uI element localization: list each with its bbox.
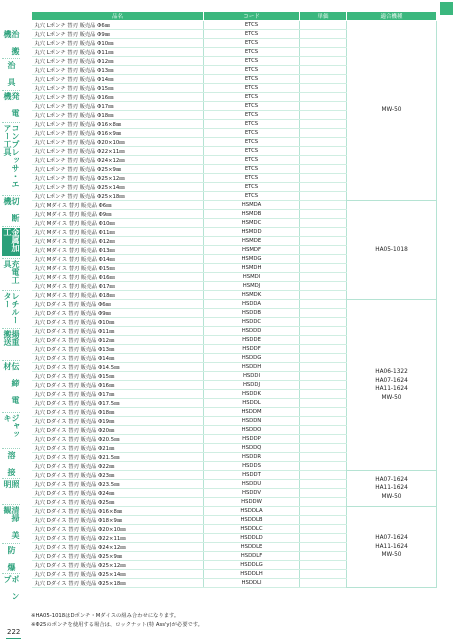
price-cell xyxy=(300,363,347,372)
product-name-cell: 丸穴 Dダイス 替刃 販売品 Φ16×8㎜ xyxy=(32,507,204,516)
code-cell: HSMDI xyxy=(204,273,300,282)
category-sidebar xyxy=(0,0,22,644)
sidebar-item-4[interactable]: 切 断 機 xyxy=(3,197,20,222)
compatible-model-cell: HA06-1322 HA07-1624 HA11-1624 MW-50 xyxy=(347,300,437,471)
price-cell xyxy=(300,39,347,48)
code-cell: HSDDF xyxy=(204,345,300,354)
product-name-cell: 丸穴 Mダイス 替刃 販売品 Φ16㎜ xyxy=(32,273,204,282)
table-row xyxy=(32,21,437,30)
code-cell: HSDDLC xyxy=(204,525,300,534)
product-name-cell: 丸穴 Dダイス 替刃 販売品 Φ12㎜ xyxy=(32,336,204,345)
sidebar-divider xyxy=(2,573,20,574)
code-cell: HSMDD xyxy=(204,228,300,237)
product-name-cell: 丸穴 Mダイス 替刃 販売品 Φ9㎜ xyxy=(32,210,204,219)
price-cell xyxy=(300,390,347,399)
price-cell xyxy=(300,147,347,156)
price-cell xyxy=(300,327,347,336)
footnotes xyxy=(31,612,203,630)
code-cell: HSMDC xyxy=(204,219,300,228)
product-name-cell: 丸穴 Lポンチ 替刃 販売品 Φ17㎜ xyxy=(32,102,204,111)
price-cell xyxy=(300,516,347,525)
product-name-cell: 丸穴 Mダイス 替刃 販売品 Φ12㎜ xyxy=(32,237,204,246)
price-cell xyxy=(300,156,347,165)
price-cell xyxy=(300,561,347,570)
product-name-cell: 丸穴 Dダイス 替刃 販売品 Φ18㎜ xyxy=(32,408,204,417)
code-cell: HSDDN xyxy=(204,417,300,426)
code-cell: HSMDE xyxy=(204,237,300,246)
price-cell xyxy=(300,498,347,507)
product-name-cell: 丸穴 Dダイス 替刃 販売品 Φ22×11㎜ xyxy=(32,534,204,543)
code-cell: HSDDT xyxy=(204,471,300,480)
price-cell xyxy=(300,111,347,120)
code-cell: HSMDB xyxy=(204,210,300,219)
product-name-cell: 丸穴 Lポンチ 替刃 販売品 Φ25×18㎜ xyxy=(32,192,204,201)
product-name-cell: 丸穴 Dダイス 替刃 販売品 Φ21㎜ xyxy=(32,444,204,453)
price-cell xyxy=(300,21,347,30)
price-cell xyxy=(300,399,347,408)
product-name-cell: 丸穴 Dダイス 替刃 販売品 Φ20㎜ xyxy=(32,426,204,435)
product-name-cell: 丸穴 Dダイス 替刃 販売品 Φ9㎜ xyxy=(32,309,204,318)
product-name-cell: 丸穴 Mダイス 替刃 販売品 Φ6㎜ xyxy=(32,201,204,210)
price-cell xyxy=(300,489,347,498)
sidebar-divider xyxy=(2,258,20,259)
sidebar-item-14[interactable]: 防 爆 xyxy=(7,545,16,571)
code-cell: ETCS xyxy=(204,165,300,174)
code-cell: ETCS xyxy=(204,156,300,165)
header-code: コード xyxy=(204,12,300,21)
price-cell xyxy=(300,219,347,228)
corner-marker xyxy=(440,2,453,15)
product-name-cell: 丸穴 Dダイス 替刃 販売品 Φ25×9㎜ xyxy=(32,552,204,561)
code-cell: HSDDS xyxy=(204,462,300,471)
code-cell: HSDDP xyxy=(204,435,300,444)
price-cell xyxy=(300,84,347,93)
compatible-model-cell: HA05-1018 xyxy=(347,201,437,300)
product-name-cell: 丸穴 Dダイス 替刃 販売品 Φ18×9㎜ xyxy=(32,516,204,525)
price-cell xyxy=(300,57,347,66)
price-cell xyxy=(300,471,347,480)
code-cell: HSDDV xyxy=(204,489,300,498)
price-cell xyxy=(300,93,347,102)
sidebar-divider xyxy=(2,504,20,505)
product-name-cell: 丸穴 Lポンチ 替刃 販売品 Φ25×9㎜ xyxy=(32,165,204,174)
code-cell: ETCS xyxy=(204,192,300,201)
code-cell: HSDDC xyxy=(204,318,300,327)
product-name-cell: 丸穴 Dダイス 替刃 販売品 Φ16㎜ xyxy=(32,381,204,390)
price-cell xyxy=(300,444,347,453)
product-name-cell: 丸穴 Lポンチ 替刃 販売品 Φ25×12㎜ xyxy=(32,174,204,183)
footnote-2: ※Φ25のポンチを使用する場合は、ロックナット(特 Ass'y)が必要です。 xyxy=(31,622,203,628)
code-cell: ETCS xyxy=(204,120,300,129)
sidebar-divider xyxy=(2,448,20,449)
price-cell xyxy=(300,309,347,318)
product-name-cell: 丸穴 Dダイス 替刃 販売品 Φ17㎜ xyxy=(32,390,204,399)
sidebar-item-0[interactable]: 治 搬機 xyxy=(3,30,20,55)
product-name-cell: 丸穴 Lポンチ 替刃 販売品 Φ16×9㎜ xyxy=(32,129,204,138)
price-cell xyxy=(300,183,347,192)
code-cell: HSMDK xyxy=(204,291,300,300)
code-cell: ETCS xyxy=(204,111,300,120)
product-name-cell: 丸穴 Dダイス 替刃 販売品 Φ22㎜ xyxy=(32,462,204,471)
product-name-cell: 丸穴 Mダイス 替刃 販売品 Φ15㎜ xyxy=(32,264,204,273)
product-name-cell: 丸穴 Dダイス 替刃 販売品 Φ25×14㎜ xyxy=(32,570,204,579)
price-cell xyxy=(300,282,347,291)
sidebar-divider xyxy=(2,58,20,59)
code-cell: HSDDA xyxy=(204,300,300,309)
product-name-cell: 丸穴 Mダイス 替刃 販売品 Φ14㎜ xyxy=(32,255,204,264)
price-cell xyxy=(300,75,347,84)
code-cell: HSDDH xyxy=(204,363,300,372)
price-cell xyxy=(300,300,347,309)
code-cell: HSDDO xyxy=(204,426,300,435)
table-row xyxy=(32,201,437,210)
price-cell xyxy=(300,381,347,390)
code-cell: ETCS xyxy=(204,93,300,102)
price-cell xyxy=(300,138,347,147)
header-price: 単価 xyxy=(300,12,347,21)
price-cell xyxy=(300,102,347,111)
code-cell: ETCS xyxy=(204,183,300,192)
table-row xyxy=(32,471,437,480)
code-cell: ETCS xyxy=(204,138,300,147)
product-name-cell: 丸穴 Mダイス 替刃 販売品 Φ17㎜ xyxy=(32,282,204,291)
product-name-cell: 丸穴 Dダイス 替刃 販売品 Φ21.5㎜ xyxy=(32,453,204,462)
sidebar-divider xyxy=(2,543,20,544)
sidebar-divider xyxy=(2,328,20,329)
product-name-cell: 丸穴 Lポンチ 替刃 販売品 Φ15㎜ xyxy=(32,84,204,93)
sidebar-divider xyxy=(2,360,20,361)
code-cell: ETCS xyxy=(204,102,300,111)
price-cell xyxy=(300,579,347,588)
product-name-cell: 丸穴 Lポンチ 替刃 販売品 Φ16㎜ xyxy=(32,93,204,102)
product-name-cell: 丸穴 Dダイス 替刃 販売品 Φ14.5㎜ xyxy=(32,363,204,372)
code-cell: HSDDK xyxy=(204,390,300,399)
code-cell: HSDDQ xyxy=(204,444,300,453)
product-name-cell: 丸穴 Dダイス 替刃 販売品 Φ11㎜ xyxy=(32,327,204,336)
code-cell: HSDDLE xyxy=(204,543,300,552)
product-name-cell: 丸穴 Dダイス 替刃 販売品 Φ17.5㎜ xyxy=(32,399,204,408)
code-cell: ETCS xyxy=(204,129,300,138)
product-name-cell: 丸穴 Lポンチ 替刃 販売品 Φ12㎜ xyxy=(32,57,204,66)
code-cell: HSDDB xyxy=(204,309,300,318)
code-cell: HSDDW xyxy=(204,498,300,507)
price-cell xyxy=(300,255,347,264)
sidebar-divider xyxy=(2,290,20,291)
product-name-cell: 丸穴 Dダイス 替刃 販売品 Φ25×18㎜ xyxy=(32,579,204,588)
code-cell: HSDDM xyxy=(204,408,300,417)
price-cell xyxy=(300,48,347,57)
price-cell xyxy=(300,372,347,381)
code-cell: ETCS xyxy=(204,147,300,156)
product-name-cell: 丸穴 Dダイス 替刃 販売品 Φ23㎜ xyxy=(32,471,204,480)
sidebar-item-2[interactable]: 発 電 機 xyxy=(3,92,20,117)
product-name-cell: 丸穴 Mダイス 替刃 販売品 Φ13㎜ xyxy=(32,246,204,255)
price-cell xyxy=(300,552,347,561)
product-name-cell: 丸穴 Mダイス 替刃 販売品 Φ10㎜ xyxy=(32,219,204,228)
price-cell xyxy=(300,120,347,129)
price-cell xyxy=(300,210,347,219)
sidebar-item-5[interactable]: 金属加工 xyxy=(2,228,20,256)
price-cell xyxy=(300,201,347,210)
sidebar-item-12[interactable]: 照 明 xyxy=(3,480,20,488)
price-cell xyxy=(300,453,347,462)
sidebar-item-15[interactable]: ポ ン プ xyxy=(3,575,20,600)
price-cell xyxy=(300,345,347,354)
header-compatible-model: 適合機種 xyxy=(347,12,437,21)
product-name-cell: 丸穴 Lポンチ 替刃 販売品 Φ25×14㎜ xyxy=(32,183,204,192)
price-cell xyxy=(300,525,347,534)
code-cell: HSMDA xyxy=(204,201,300,210)
product-name-cell: 丸穴 Dダイス 替刃 販売品 Φ10㎜ xyxy=(32,318,204,327)
code-cell: ETCS xyxy=(204,174,300,183)
product-name-cell: 丸穴 Dダイス 替刃 販売品 Φ20×10㎜ xyxy=(32,525,204,534)
price-cell xyxy=(300,480,347,489)
product-name-cell: 丸穴 Dダイス 替刃 販売品 Φ25×12㎜ xyxy=(32,561,204,570)
sidebar-item-9[interactable]: 伝 締 電 材 xyxy=(3,362,20,404)
code-cell: HSDDLI xyxy=(204,579,300,588)
product-name-cell: 丸穴 Lポンチ 替刃 販売品 Φ6㎜ xyxy=(32,21,204,30)
price-cell xyxy=(300,534,347,543)
sidebar-divider xyxy=(2,412,20,413)
price-cell xyxy=(300,318,347,327)
code-cell: HSDDD xyxy=(204,327,300,336)
sidebar-divider xyxy=(2,478,20,479)
table-row xyxy=(32,507,437,516)
sidebar-item-13[interactable]: 清掃 美観 xyxy=(3,506,20,539)
header-product-name: 品名 xyxy=(32,12,204,21)
code-cell: HSDDR xyxy=(204,453,300,462)
code-cell: HSDDLG xyxy=(204,561,300,570)
code-cell: ETCS xyxy=(204,57,300,66)
code-cell: ETCS xyxy=(204,21,300,30)
sidebar-item-11[interactable]: 溶 接 xyxy=(7,450,16,476)
price-cell xyxy=(300,192,347,201)
compatible-model-cell: HA07-1624 HA11-1624 MW-50 xyxy=(347,471,437,507)
product-name-cell: 丸穴 Dダイス 替刃 販売品 Φ15㎜ xyxy=(32,372,204,381)
price-cell xyxy=(300,543,347,552)
code-cell: ETCS xyxy=(204,48,300,57)
product-name-cell: 丸穴 Lポンチ 替刃 販売品 Φ16×8㎜ xyxy=(32,120,204,129)
code-cell: HSDDLH xyxy=(204,570,300,579)
price-cell xyxy=(300,273,347,282)
product-name-cell: 丸穴 Dダイス 替刃 販売品 Φ19㎜ xyxy=(32,417,204,426)
price-cell xyxy=(300,228,347,237)
code-cell: ETCS xyxy=(204,66,300,75)
code-cell: ETCS xyxy=(204,84,300,93)
price-cell xyxy=(300,408,347,417)
product-name-cell: 丸穴 Dダイス 替刃 販売品 Φ23.5㎜ xyxy=(32,480,204,489)
product-name-cell: 丸穴 Dダイス 替刃 販売品 Φ24㎜ xyxy=(32,489,204,498)
price-cell xyxy=(300,417,347,426)
product-name-cell: 丸穴 Dダイス 替刃 販売品 Φ6㎜ xyxy=(32,300,204,309)
product-name-cell: 丸穴 Lポンチ 替刃 販売品 Φ22×11㎜ xyxy=(32,147,204,156)
code-cell: HSDDG xyxy=(204,354,300,363)
price-cell xyxy=(300,354,347,363)
code-cell: HSDDLB xyxy=(204,516,300,525)
product-name-cell: 丸穴 Dダイス 替刃 販売品 Φ14㎜ xyxy=(32,354,204,363)
product-name-cell: 丸穴 Dダイス 替刃 販売品 Φ25㎜ xyxy=(32,498,204,507)
sidebar-divider xyxy=(2,195,20,196)
product-name-cell: 丸穴 Lポンチ 替刃 販売品 Φ14㎜ xyxy=(32,75,204,84)
price-cell xyxy=(300,426,347,435)
code-cell: HSMDG xyxy=(204,255,300,264)
price-cell xyxy=(300,129,347,138)
price-cell xyxy=(300,66,347,75)
sidebar-item-3[interactable]: コンプレッサ・エアー工具 xyxy=(3,124,20,188)
price-cell xyxy=(300,174,347,183)
price-cell xyxy=(300,165,347,174)
price-cell xyxy=(300,246,347,255)
price-cell xyxy=(300,237,347,246)
product-name-cell: 丸穴 Mダイス 替刃 販売品 Φ18㎜ xyxy=(32,291,204,300)
product-name-cell: 丸穴 Lポンチ 替刃 販売品 Φ24×12㎜ xyxy=(32,156,204,165)
sidebar-divider xyxy=(2,226,20,227)
code-cell: HSDDLF xyxy=(204,552,300,561)
parts-table xyxy=(31,11,437,588)
product-name-cell: 丸穴 Lポンチ 替刃 販売品 Φ18㎜ xyxy=(32,111,204,120)
price-cell xyxy=(300,507,347,516)
sidebar-item-6[interactable]: 充電工具 xyxy=(3,260,20,284)
price-cell xyxy=(300,264,347,273)
code-cell: HSDDI xyxy=(204,372,300,381)
code-cell: ETCS xyxy=(204,75,300,84)
product-name-cell: 丸穴 Mダイス 替刃 販売品 Φ11㎜ xyxy=(32,228,204,237)
table-row xyxy=(32,300,437,309)
price-cell xyxy=(300,291,347,300)
product-name-cell: 丸穴 Lポンチ 替刃 販売品 Φ11㎜ xyxy=(32,48,204,57)
compatible-model-cell: MW-50 xyxy=(347,21,437,201)
page-number-underline xyxy=(6,638,21,639)
product-name-cell: 丸穴 Dダイス 替刃 販売品 Φ20.5㎜ xyxy=(32,435,204,444)
sidebar-item-10[interactable]: ジャッキ xyxy=(3,414,20,438)
product-name-cell: 丸穴 Lポンチ 替刃 販売品 Φ9㎜ xyxy=(32,30,204,39)
product-name-cell: 丸穴 Lポンチ 替刃 販売品 Φ20×10㎜ xyxy=(32,138,204,147)
price-cell xyxy=(300,336,347,345)
code-cell: HSMDH xyxy=(204,264,300,273)
footnote-1: ※HA05-1018はDポンチ・Mダイスの組み合わせになります。 xyxy=(31,613,180,619)
code-cell: HSDDE xyxy=(204,336,300,345)
product-name-cell: 丸穴 Dダイス 替刃 販売品 Φ24×12㎜ xyxy=(32,543,204,552)
code-cell: ETCS xyxy=(204,30,300,39)
price-cell xyxy=(300,570,347,579)
sidebar-item-8[interactable]: 揚重 搬送 xyxy=(3,330,20,346)
product-name-cell: 丸穴 Dダイス 替刃 販売品 Φ13㎜ xyxy=(32,345,204,354)
code-cell: ETCS xyxy=(204,39,300,48)
table-header-row xyxy=(32,12,437,21)
code-cell: HSDDLA xyxy=(204,507,300,516)
code-cell: HSDDJ xyxy=(204,381,300,390)
code-cell: HSMDJ xyxy=(204,282,300,291)
sidebar-item-1[interactable]: 治 具 xyxy=(7,60,16,86)
product-name-cell: 丸穴 Lポンチ 替刃 販売品 Φ10㎜ xyxy=(32,39,204,48)
price-cell xyxy=(300,435,347,444)
sidebar-divider xyxy=(2,122,20,123)
code-cell: HSDDL xyxy=(204,399,300,408)
code-cell: HSMDF xyxy=(204,246,300,255)
price-cell xyxy=(300,30,347,39)
code-cell: HSDDLD xyxy=(204,534,300,543)
compatible-model-cell: HA07-1624 HA11-1624 MW-50 xyxy=(347,507,437,588)
product-name-cell: 丸穴 Lポンチ 替刃 販売品 Φ13㎜ xyxy=(32,66,204,75)
page-number: 222 xyxy=(7,628,21,636)
sidebar-item-7[interactable]: レチルーター xyxy=(3,292,20,324)
sidebar-divider xyxy=(2,90,20,91)
price-cell xyxy=(300,462,347,471)
code-cell: HSDDU xyxy=(204,480,300,489)
